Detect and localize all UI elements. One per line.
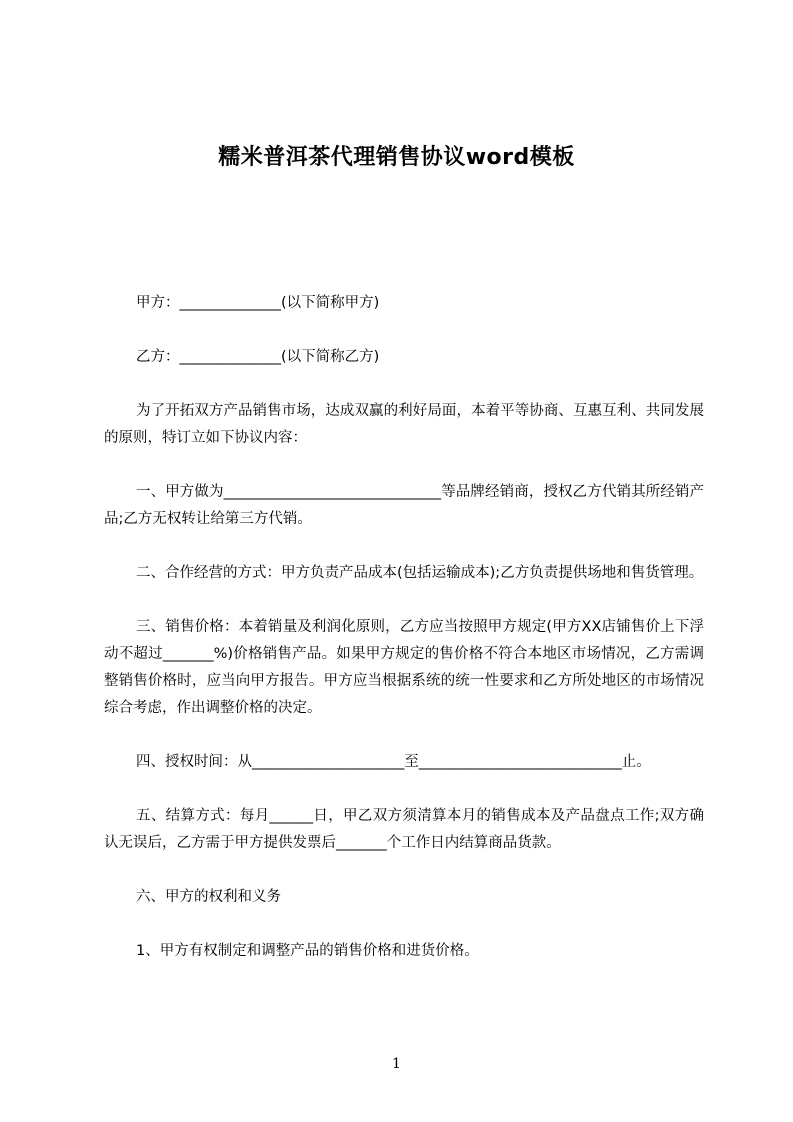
clause-4: 四、授权时间：从_____________________至____________________________止。 (136, 754, 651, 770)
clause-6-item-1: 1、甲方有权制定和调整产品的销售价格和进货价格。 (136, 943, 479, 959)
clause-3: 三、销售价格：本着销量及利润化原则，乙方应当按照甲方规定(甲方XX店铺售价上下浮动不超过_______%)价格销售产品。如果甲方规定的售价格不符合本地区市场情况，乙方需调整销售价格时，应当向甲方报告。甲方应当根据系统的统一性要求和乙方所处地区的市场情况综合考虑，作出调整价格的决定。 (104, 619, 704, 716)
clause-2: 二、合作经营的方式：甲方负责产品成本(包括运输成本);乙方负责提供场地和售货管理。 (136, 565, 704, 581)
page-number: 1 (392, 1056, 401, 1072)
clause-6-heading: 六、甲方的权利和义务 (136, 889, 281, 905)
document-body (104, 290, 704, 992)
clause-5: 五、结算方式：每月______日，甲乙双方须清算本月的销售成本及产品盘点工作;双方确认无误后，乙方需于甲方提供发票后_______个工作日内结算商品货款。 (104, 808, 704, 851)
party-b-line: 乙方：______________(以下简称乙方) (136, 349, 380, 365)
preamble-paragraph: 为了开拓双方产品销售市场，达成双赢的利好局面，本着平等协商、互惠互利、共同发展的原则，特订立如下协议内容： (104, 403, 704, 446)
party-a-line: 甲方：______________(以下简称甲方) (136, 295, 380, 311)
clause-1: 一、甲方做为______________________________等品牌经销商，授权乙方代销其所经销产品;乙方无权转让给第三方代销。 (104, 484, 704, 527)
document-title: 糯米普洱茶代理销售协议word模板 (218, 145, 575, 170)
